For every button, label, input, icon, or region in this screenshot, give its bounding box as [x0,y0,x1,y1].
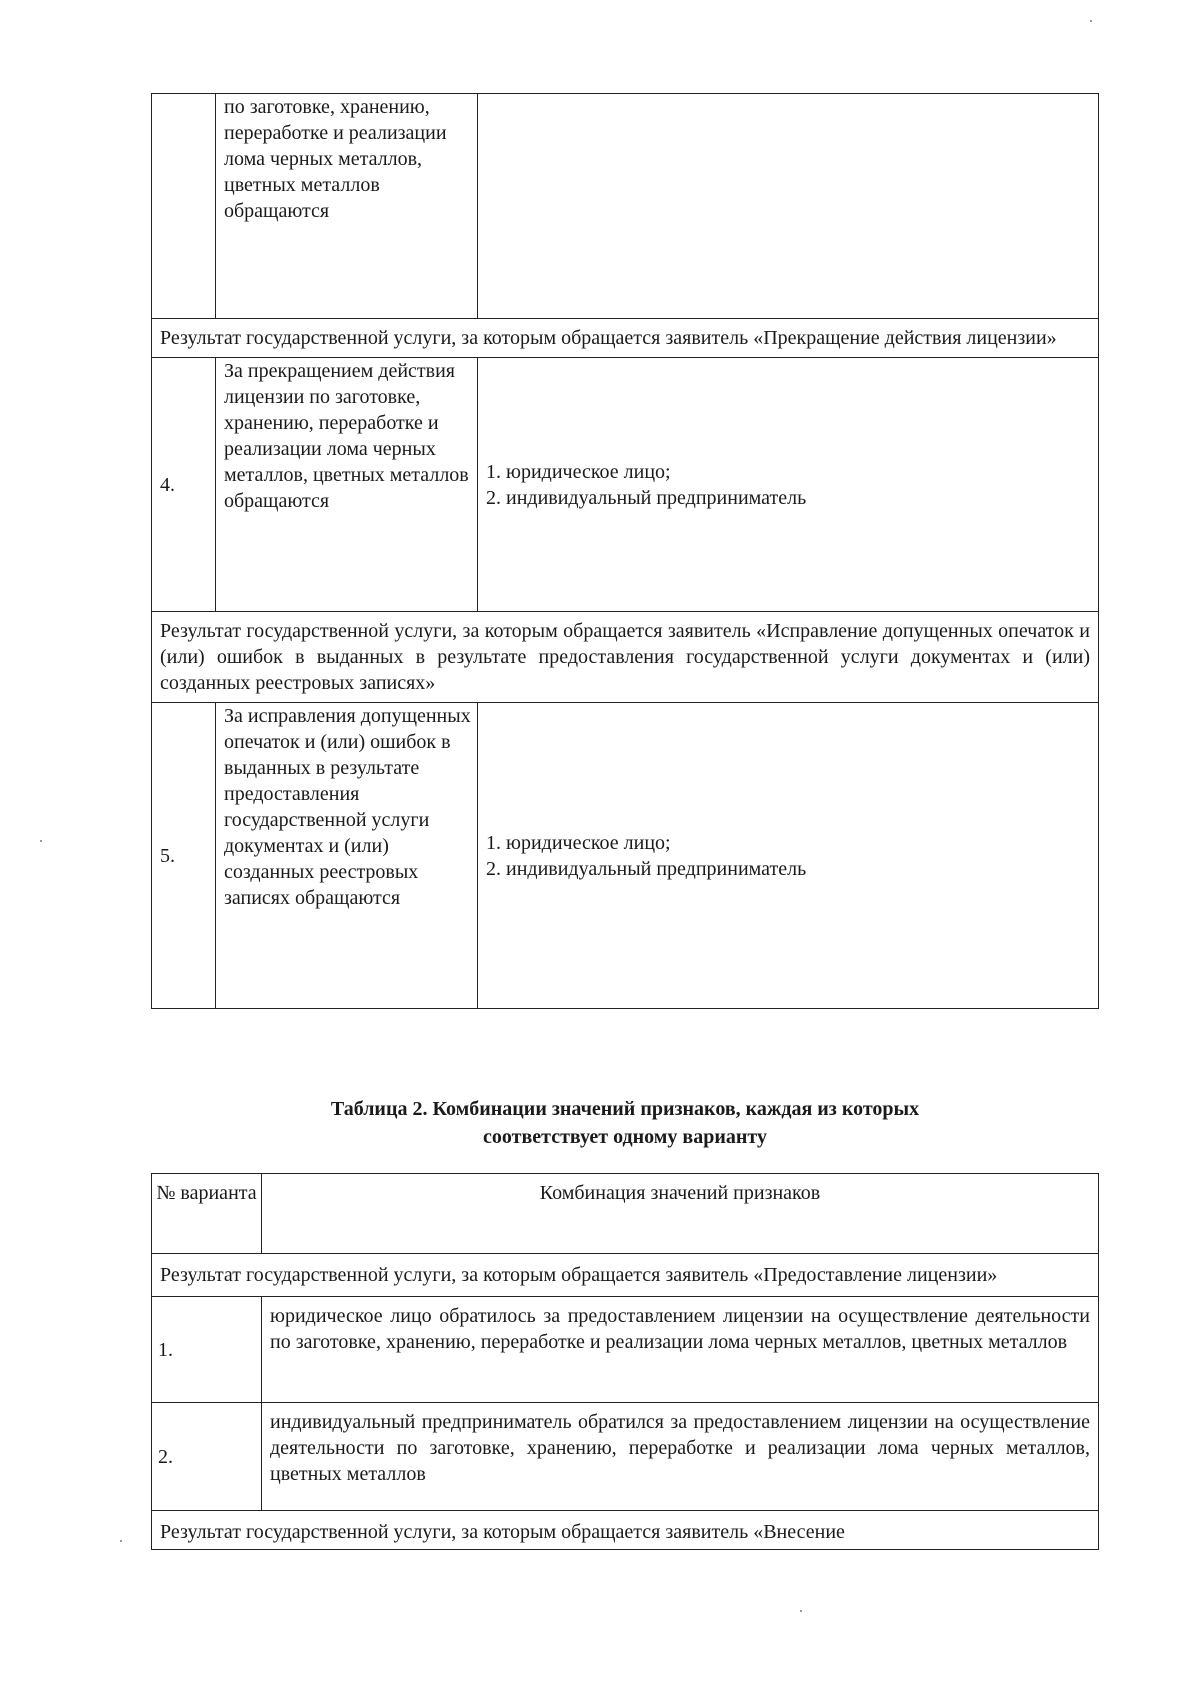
row-applicants [478,358,1099,612]
row-number [152,94,216,319]
section-header-row [152,612,1099,703]
table-row [152,358,1099,612]
section-header-row [152,319,1099,358]
row-description: по заготовке, хранению, переработке и реализации лома черных металлов, цветных металлов обращаются [216,94,478,319]
caption-line: соответствует одному варианту [483,1126,767,1148]
table-caption [151,1095,1099,1151]
scan-speck [1090,20,1092,22]
table-row [152,1403,1099,1511]
section-header-row [152,1254,1099,1297]
column-header-combination: Комбинация значений признаков [262,1174,1099,1254]
section-header-row [152,1511,1099,1550]
caption-line: Таблица 2. Комбинации значений признаков, каждая из которых [330,1098,920,1120]
applicant-item: 1. юридическое лицо; [486,460,671,483]
variant-number: 1. [152,1297,262,1403]
table-row [152,703,1099,1009]
header-row [152,1174,1099,1254]
column-header-number: № варианта [152,1174,262,1254]
section-header: Результат государственной услуги, за которым обращается заявитель «Исправление допущенных опечаток и (или) ошибок в выданных в результате предоставления государственной услуги документах и (или) созданных реестровых записях» [152,612,1099,703]
variant-number: 2. [152,1403,262,1511]
table-row [152,94,1099,319]
row-description: За исправления допущенных опечаток и (или) ошибок в выданных в результате предоставления государственной услуги документах и (или) созданных реестровых записях обращаются [216,703,478,1009]
applicant-item: 1. юридическое лицо; [486,831,671,854]
table-row [152,1297,1099,1403]
row-applicants [478,94,1099,319]
variant-combination: юридическое лицо обратилось за предоставлением лицензии на осуществление деятельности по заготовке, хранению, переработке и реализации лома черных металлов, цветных металлов [262,1297,1099,1403]
section-header: Результат государственной услуги, за которым обращается заявитель «Предоставление лицензии» [152,1254,1099,1297]
section-header-cut: Результат государственной услуги, за которым обращается заявитель «Внесение [152,1511,1099,1550]
applicant-item: 2. индивидуальный предприниматель [486,857,807,880]
row-description: За прекращением действия лицензии по заготовке, хранению, переработке и реализации лома черных металлов, цветных металлов обращаются [216,358,478,612]
variant-combination: индивидуальный предприниматель обратился за предоставлением лицензии на осуществление деятельности по заготовке, хранению, переработке и реализации лома черных металлов, цветных металлов [262,1403,1099,1511]
row-number: 5. [152,703,216,1009]
applicant-item: 2. индивидуальный предприниматель [486,486,807,509]
section-header: Результат государственной услуги, за которым обращается заявитель «Прекращение действия лицензии» [152,319,1099,358]
row-number: 4. [152,358,216,612]
scan-speck [800,1610,802,1612]
applicants-table [151,93,1099,1009]
scan-speck [120,1540,122,1542]
scan-speck [40,840,42,842]
row-applicants [478,703,1099,1009]
variants-table [151,1173,1099,1550]
